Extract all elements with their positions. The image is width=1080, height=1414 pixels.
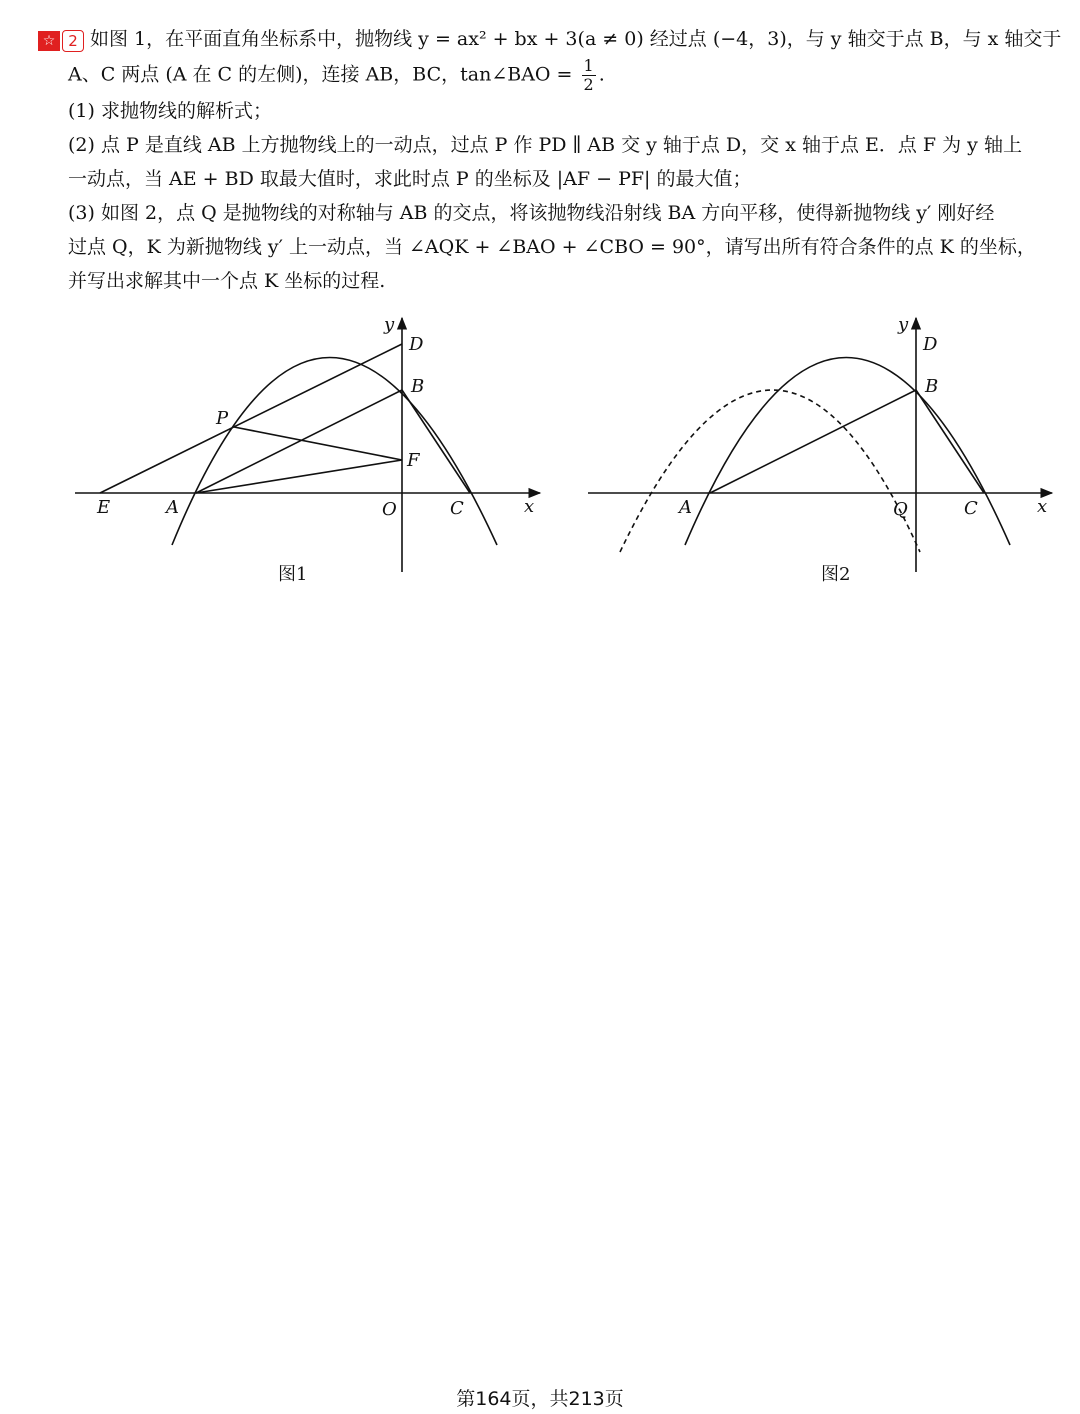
label-F: F [407, 450, 420, 471]
label-A: A [679, 497, 692, 518]
parabola [172, 358, 497, 546]
label-D: D [923, 334, 938, 355]
tan-denominator: 2 [583, 75, 594, 94]
star-icon: ☆ [38, 31, 60, 51]
label-P: P [216, 408, 229, 429]
page-footer: 第164页，共213页 [456, 1388, 624, 1410]
label-B: B [411, 376, 425, 397]
segment-BC [916, 390, 984, 493]
problem-statement-1: 如图 1，在平面直角坐标系中，抛物线 y = ax² + bx + 3(a ≠ 0) 经过点 (−4，3)，与 y 轴交于点 B，与 x 轴交于 [90, 28, 1062, 50]
label-O: O [382, 499, 397, 520]
part-3-line-1: (3) 如图 2，点 Q 是抛物线的对称轴与 AB 的交点，将该抛物线沿射线 BA 方向平移，使得新抛物线 y′ 刚好经 [68, 202, 995, 224]
segment-BC [402, 390, 470, 493]
tan-fraction [582, 57, 596, 94]
label-C: C [964, 498, 978, 519]
figure-2 [588, 318, 1052, 572]
figure-1-caption: 图1 [278, 564, 308, 585]
problem-text [38, 22, 1062, 298]
label-E: E [97, 497, 111, 518]
label-y: y [898, 314, 909, 335]
part-3-line-3: 并写出求解其中一个点 K 坐标的过程. [68, 270, 386, 292]
label-D: D [409, 334, 424, 355]
translated-parabola [620, 390, 920, 552]
label-y: y [384, 314, 395, 335]
part-1: (1) 求抛物线的解析式； [68, 100, 272, 122]
tan-numerator: 1 [583, 56, 594, 75]
figure-2-caption: 图2 [821, 564, 851, 585]
figures [0, 300, 1080, 600]
label-x: x [524, 496, 535, 517]
part-2-line-2: 一动点，当 AE + BD 取最大值时，求此时点 P 的坐标及 |AF − PF| 的最大值； [68, 168, 752, 190]
problem-statement-2-end: . [598, 63, 605, 86]
part-3-line-2: 过点 Q，K 为新抛物线 y′ 上一动点，当 ∠AQK + ∠BAO + ∠CBO = 90°，请写出所有符合条件的点 K 的坐标， [68, 236, 1036, 258]
figure-1 [75, 318, 540, 572]
label-B: B [925, 376, 939, 397]
segment-AB [196, 390, 402, 493]
parabola [685, 358, 1010, 546]
label-x: x [1037, 496, 1048, 517]
label-Q: Q [893, 499, 908, 520]
problem-statement-2: A、C 两点 (A 在 C 的左侧)，连接 AB，BC，tan∠BAO = [68, 63, 573, 86]
problem-line-2 [38, 57, 1048, 94]
part-2-line-1: (2) 点 P 是直线 AB 上方抛物线上的一动点，过点 P 作 PD ∥ AB 交 y 轴于点 D，交 x 轴于点 E．点 F 为 y 轴上 [68, 134, 1022, 156]
label-A: A [166, 497, 179, 518]
problem-number: 2 [62, 30, 84, 52]
segment-ED [100, 344, 402, 493]
problem-line-1 [38, 22, 1062, 57]
segment-AF [196, 460, 402, 493]
label-C: C [450, 498, 464, 519]
problem-badge [38, 23, 84, 57]
segment-AB [710, 390, 916, 493]
